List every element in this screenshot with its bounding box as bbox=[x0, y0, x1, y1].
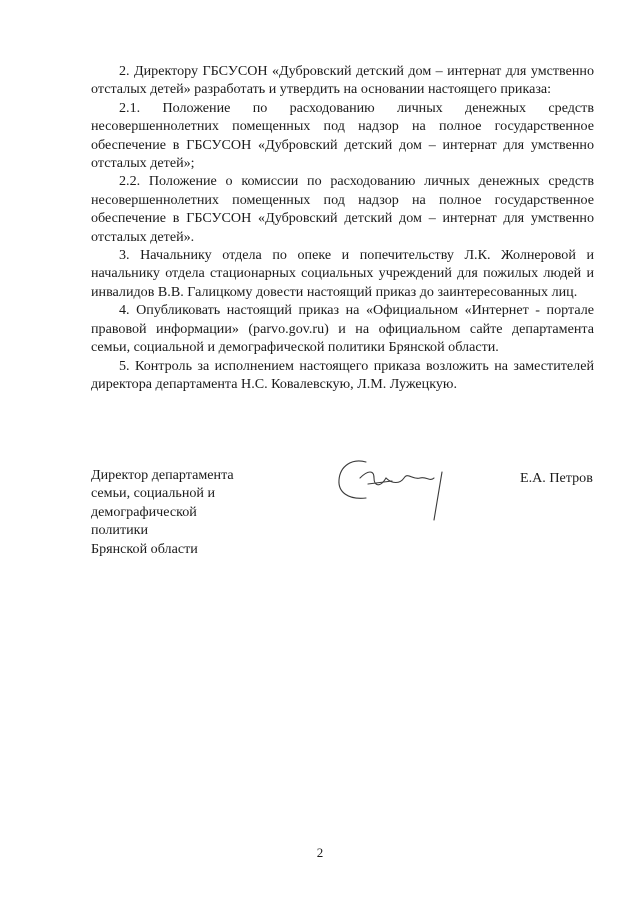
paragraph-2-1: 2.1. Положение по расходованию личных денежных средств несовершеннолетних помещенных под надзор на полное государственное обеспечение в ГБСУСОН «Дубровский детский дом – интернат для умственно отсталых детей»; bbox=[91, 99, 594, 172]
signatory-title-line: политики bbox=[91, 522, 149, 539]
paragraph-2: 2. Директору ГБСУСОН «Дубровский детский дом – интернат для умственно отсталых детей» разработать и утвердить на основании настоящего приказа: bbox=[91, 63, 594, 98]
signatory-title bbox=[91, 466, 234, 558]
signatory-title-line: Директор департамента bbox=[91, 467, 234, 483]
signatory-name: Е.А. Петров bbox=[520, 470, 593, 486]
signatory-title-line: семьи, социальной и bbox=[91, 485, 216, 502]
page-number: 2 bbox=[316, 845, 324, 860]
paragraph-4: 4. Опубликовать настоящий приказ на «Официальном «Интернет - портале правовой информации» (parvo.gov.ru) и на официальном сайте департамента семьи, социальной и демографической политики Брянской области. bbox=[91, 302, 594, 356]
paragraph-3: 3. Начальнику отдела по опеке и попечительству Л.К. Жолнеровой и начальнику отдела стационарных социальных учреждений для пожилых людей и инвалидов В.В. Галицкому довести настоящий приказ до заинтересованных лиц. bbox=[91, 247, 594, 300]
handwritten-signature bbox=[330, 448, 460, 528]
paragraph-2-2: 2.2. Положение о комиссии по расходованию личных денежных средств несовершеннолетних помещенных под надзор на полное государственное обеспечение в ГБСУСОН «Дубровский детский дом – интернат для умственно отсталых детей». bbox=[91, 173, 594, 245]
order-body bbox=[91, 62, 594, 393]
signatory-title-line: Брянской области bbox=[91, 540, 198, 557]
signatory-title-line: демографической bbox=[91, 503, 197, 520]
paragraph-5: 5. Контроль за исполнением настоящего приказа возложить на заместителей директора департамента Н.С. Ковалевскую, Л.М. Лужецкую. bbox=[91, 357, 594, 392]
